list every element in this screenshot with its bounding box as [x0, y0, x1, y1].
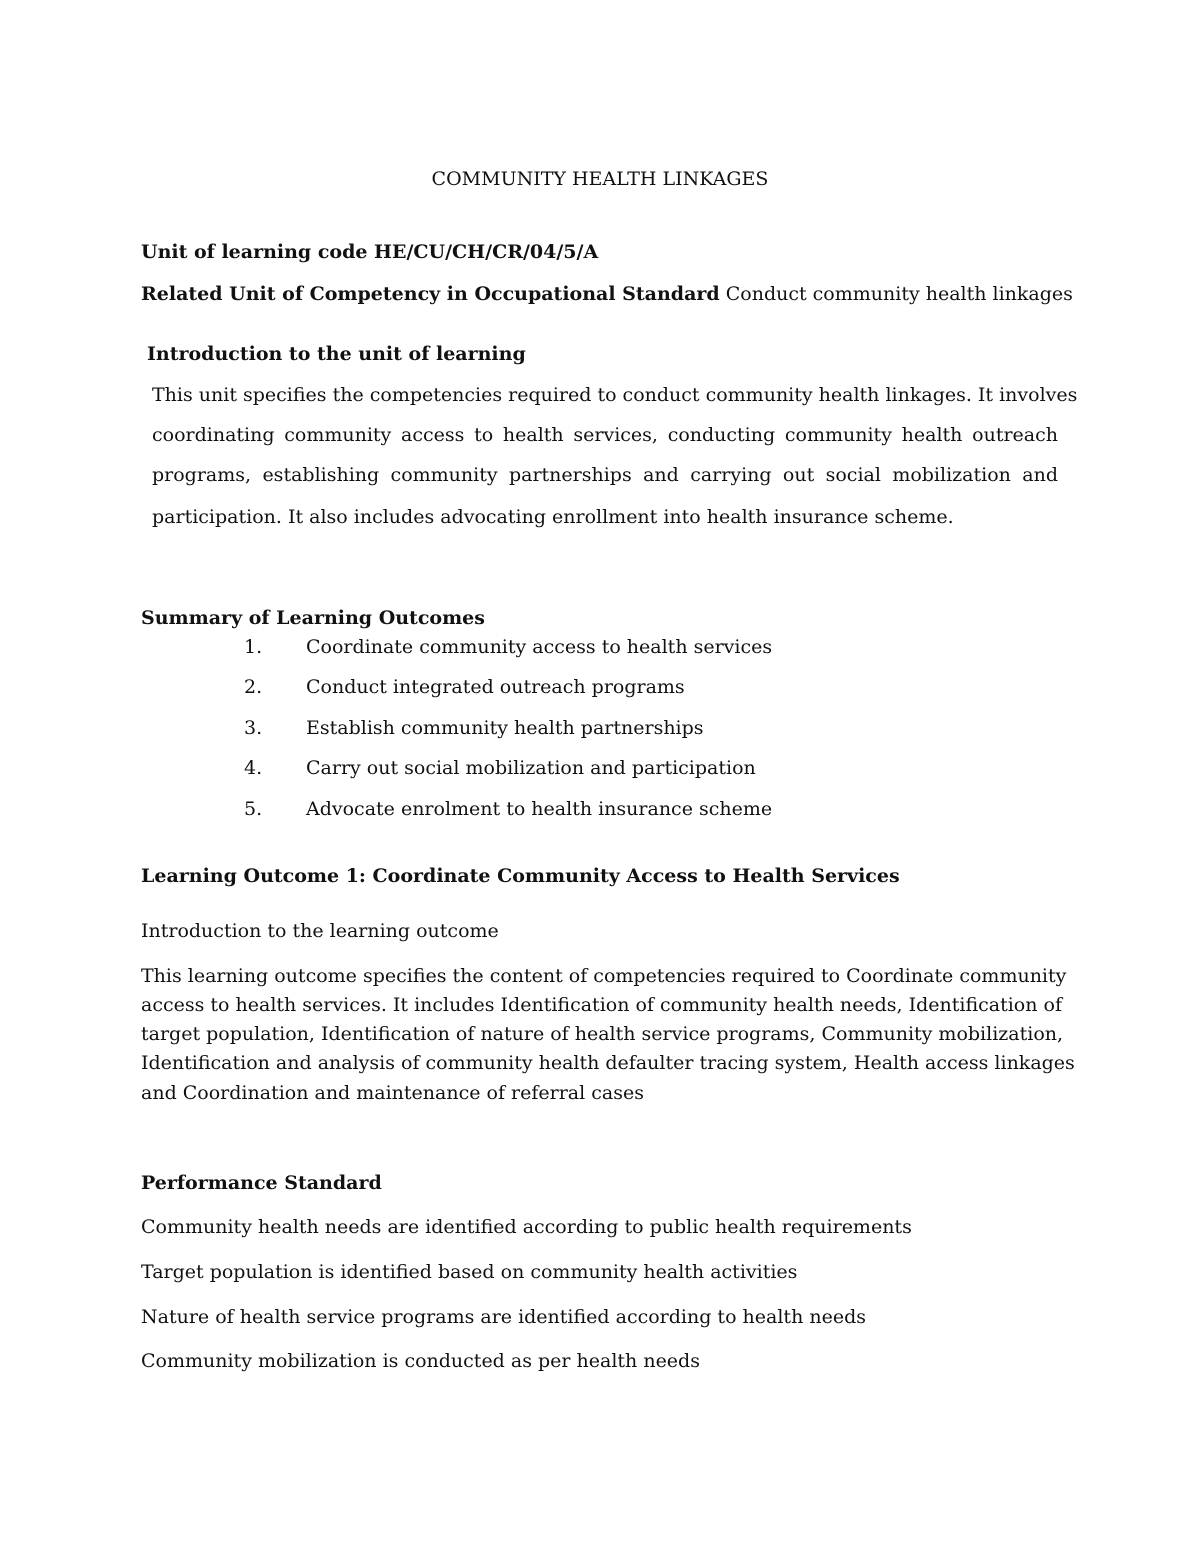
outcome-number: 5.: [244, 798, 263, 820]
learning-outcome-line: Identification and analysis of community health defaulter tracing system, Health access linkages: [141, 1052, 1075, 1074]
learning-outcome-intro-label: Introduction to the learning outcome: [141, 920, 499, 942]
intro-line: participation. It also includes advocating enrollment into health insurance scheme.: [152, 506, 954, 528]
intro-line: coordinating community access to health services, conducting community health outreach: [152, 424, 1058, 446]
learning-outcome-line: target population, Identification of nature of health service programs, Community mobilization,: [141, 1023, 1064, 1045]
learning-outcome-line: access to health services. It includes Identification of community health needs, Identification of: [141, 994, 1062, 1016]
document-title: COMMUNITY HEALTH LINKAGES: [431, 168, 769, 190]
learning-outcome-line: and Coordination and maintenance of referral cases: [141, 1082, 644, 1104]
performance-item: Target population is identified based on community health activities: [141, 1261, 798, 1283]
performance-item: Community health needs are identified according to public health requirements: [141, 1216, 912, 1238]
learning-outcome-line: This learning outcome specifies the content of competencies required to Coordinate community: [141, 965, 1067, 987]
outcome-item: Conduct integrated outreach programs: [306, 676, 685, 698]
intro-line: programs, establishing community partnerships and carrying out social mobilization and: [152, 464, 1058, 486]
outcome-item: Establish community health partnerships: [306, 717, 704, 739]
related-unit-value: Conduct community health linkages: [719, 283, 1073, 305]
intro-line: This unit specifies the competencies required to conduct community health linkages. It involves: [152, 384, 1078, 406]
performance-standard-heading: Performance Standard: [141, 1172, 382, 1194]
outcome-item: Advocate enrolment to health insurance scheme: [306, 798, 773, 820]
related-unit-label: Related Unit of Competency in Occupational Standard: [141, 283, 720, 305]
performance-item: Nature of health service programs are identified according to health needs: [141, 1306, 866, 1328]
outcome-item: Coordinate community access to health services: [306, 636, 773, 658]
related-unit-line: [141, 283, 1073, 305]
outcome-number: 2.: [244, 676, 263, 698]
outcome-number: 3.: [244, 717, 263, 739]
performance-item: Community mobilization is conducted as per health needs: [141, 1350, 700, 1372]
learning-outcome-1-heading: Learning Outcome 1: Coordinate Community Access to Health Services: [141, 865, 900, 887]
summary-heading: Summary of Learning Outcomes: [141, 607, 485, 629]
outcome-item: Carry out social mobilization and participation: [306, 757, 756, 779]
unit-code-line: Unit of learning code HE/CU/CH/CR/04/5/A: [141, 241, 599, 263]
outcome-number: 4.: [244, 757, 263, 779]
outcome-number: 1.: [244, 636, 263, 658]
intro-heading: Introduction to the unit of learning: [147, 343, 526, 365]
